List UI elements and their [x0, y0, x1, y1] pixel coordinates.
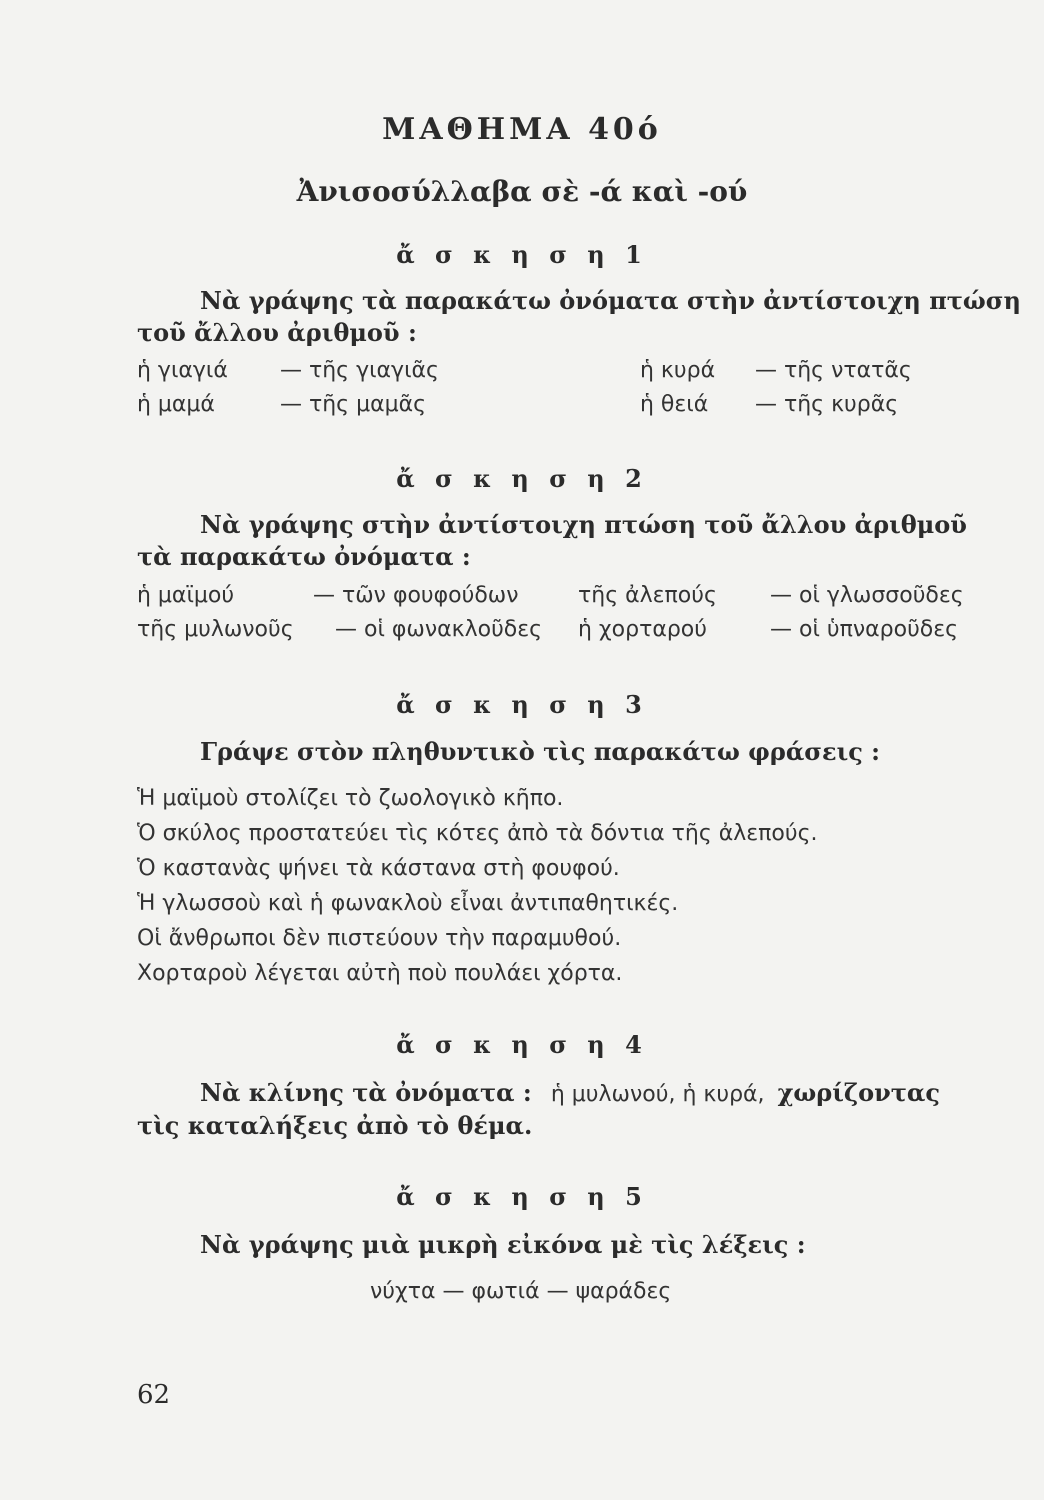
exercise-2-row-2-col-2: — οἱ φωνακλοῦδες: [335, 617, 543, 642]
exercise-2-row-1-col-4: — οἱ γλωσσοῦδες: [770, 583, 964, 608]
exercise-2-row-1-col-3: τῆς ἀλεπούς: [578, 583, 717, 608]
exercise-2-row-1-col-2: — τῶν φουφούδων: [313, 583, 519, 608]
exercise-1-row-1-col-4: — τῆς ντατᾶς: [755, 358, 912, 383]
exercise-4-instruction-line-1: [200, 1078, 940, 1107]
exercise-1-instruction-line-2: τοῦ ἄλλου ἀριθμοῦ :: [137, 318, 417, 347]
exercise-4-instruction-tail: χωρίζοντας: [777, 1078, 940, 1107]
exercise-1-heading: ἄ σ κ η σ η 1: [396, 240, 648, 269]
exercise-3-heading: ἄ σ κ η σ η 3: [396, 690, 648, 719]
exercise-2-instruction-line-1: Νὰ γράψης στὴν ἀντίστοιχη πτώση τοῦ ἄλλου ἀριθμοῦ: [200, 510, 967, 539]
exercise-3-sentence-6: Χορταροὺ λέγεται αὐτὴ ποὺ πουλάει χόρτα.: [137, 961, 623, 986]
exercise-3-sentence-1: Ἡ μαϊμοὺ στολίζει τὸ ζωολογικὸ κῆπο.: [137, 786, 564, 811]
exercise-5-instruction: Νὰ γράψης μιὰ μικρὴ εἰκόνα μὲ τὶς λέξεις :: [200, 1230, 806, 1259]
exercise-1-row-2-col-3: ἡ θειά: [640, 392, 709, 417]
exercise-4-heading: ἄ σ κ η σ η 4: [396, 1030, 648, 1059]
exercise-5-heading: ἄ σ κ η σ η 5: [396, 1182, 648, 1211]
exercise-3-sentence-3: Ὁ καστανὰς ψήνει τὰ κάστανα στὴ φουφού.: [137, 856, 620, 881]
exercise-3-instruction: Γράψε στὸν πληθυντικὸ τὶς παρακάτω φράσεις :: [200, 737, 881, 766]
exercise-2-heading: ἄ σ κ η σ η 2: [396, 464, 648, 493]
exercise-1-row-2-col-4: — τῆς κυρᾶς: [755, 392, 899, 417]
exercise-1-row-2-col-1: ἡ μαμά: [137, 392, 215, 417]
exercise-3-sentence-5: Οἱ ἄνθρωποι δὲν πιστεύουν τὴν παραμυθού.: [137, 926, 622, 951]
exercise-4-instruction-line-2: τὶς καταλήξεις ἀπὸ τὸ θέμα.: [137, 1111, 533, 1140]
exercise-2-row-1-col-1: ἡ μαϊμού: [137, 583, 235, 608]
exercise-3-sentence-4: Ἡ γλωσσοὺ καὶ ἡ φωνακλοὺ εἶναι ἀντιπαθητικές.: [137, 891, 679, 916]
exercise-1-row-1-col-2: — τῆς γιαγιᾶς: [280, 358, 439, 383]
exercise-2-instruction-line-2: τὰ παρακάτω ὀνόματα :: [137, 542, 471, 571]
exercise-4-instruction-words: ἡ μυλωνού, ἡ κυρά,: [550, 1082, 765, 1107]
exercise-1-row-1-col-3: ἡ κυρά: [640, 358, 716, 383]
exercise-2-row-2-col-3: ἡ χορταρού: [578, 617, 707, 642]
exercise-5-words: νύχτα — φωτιά — ψαράδες: [370, 1279, 672, 1304]
page-number: 62: [137, 1380, 171, 1410]
exercise-1-row-2-col-2: — τῆς μαμᾶς: [280, 392, 426, 417]
lesson-title: ΜΑΘΗΜΑ 40ό: [382, 112, 662, 147]
exercise-2-row-2-col-1: τῆς μυλωνοῦς: [137, 617, 294, 642]
lesson-subtitle: Ἀνισοσύλλαβα σὲ -ά καὶ -ού: [296, 175, 748, 208]
exercise-1-row-1-col-1: ἡ γιαγιά: [137, 358, 228, 383]
exercise-3-sentence-2: Ὁ σκύλος προστατεύει τὶς κότες ἀπὸ τὰ δόντια τῆς ἀλεπούς.: [137, 821, 818, 846]
exercise-4-instruction-bold: Νὰ κλίνης τὰ ὀνόματα :: [200, 1078, 532, 1107]
exercise-1-instruction-line-1: Νὰ γράψης τὰ παρακάτω ὀνόματα στὴν ἀντίστοιχη πτώση: [200, 286, 1021, 315]
exercise-2-row-2-col-4: — οἱ ὑπναροῦδες: [770, 617, 959, 642]
